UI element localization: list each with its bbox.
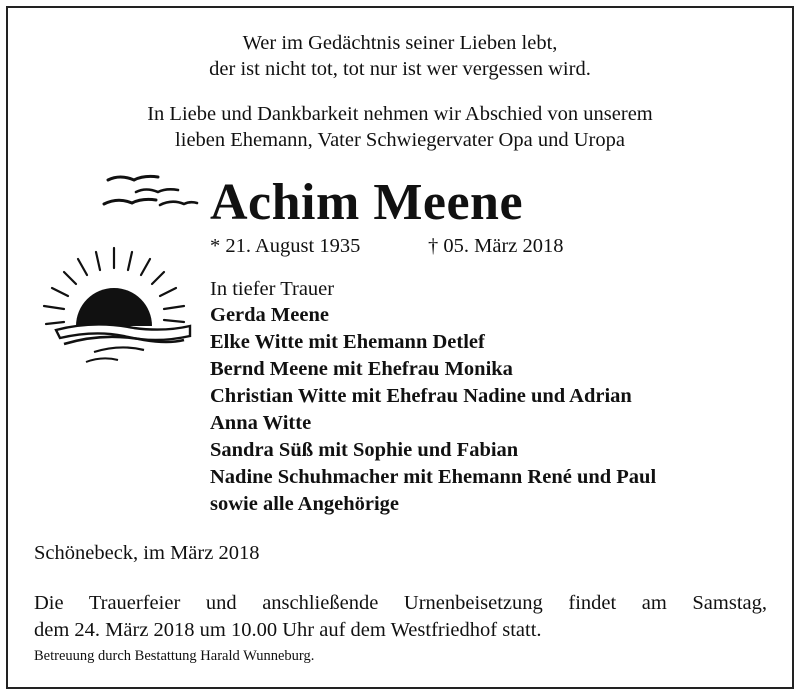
mourners-heading: In tiefer Trauer (210, 278, 335, 300)
birds-icon (100, 170, 200, 215)
sunset-icon (34, 240, 194, 370)
death-date: † 05. März 2018 (428, 235, 564, 257)
place-date: Schönebeck, im März 2018 (34, 542, 260, 564)
mourner-name: Elke Witte mit Ehemann Detlef (210, 331, 485, 353)
funeral-line-1: Die Trauerfeier und anschließende Urnenbeisetzung findet am Samstag, (34, 592, 767, 614)
mourner-name: sowie alle Angehörige (210, 493, 400, 515)
mourner-name: Bernd Meene mit Ehefrau Monika (210, 358, 513, 380)
mourner-name: Gerda Meene (210, 304, 329, 326)
mourner-name: Christian Witte mit Ehefrau Nadine und Adrian (210, 385, 632, 407)
intro-line-1: In Liebe und Dankbarkeit nehmen wir Abschied von unserem (147, 103, 653, 125)
deceased-name: Achim Meene (210, 174, 524, 231)
poem-line-1: Wer im Gedächtnis seiner Lieben lebt, (242, 32, 558, 54)
funeral-line-2: dem 24. März 2018 um 10.00 Uhr auf dem Westfriedhof statt. (34, 619, 542, 641)
mourner-name: Sandra Süß mit Sophie und Fabian (210, 439, 519, 461)
mourner-name: Nadine Schuhmacher mit Ehemann René und Paul (210, 466, 657, 488)
intro-line-2: lieben Ehemann, Vater Schwiegervater Opa und Uropa (175, 129, 625, 151)
poem-line-2: der ist nicht tot, tot nur ist wer vergessen wird. (209, 58, 591, 80)
mourner-name: Anna Witte (210, 412, 312, 434)
birth-date: * 21. August 1935 (210, 235, 361, 257)
undertaker-note: Betreuung durch Bestattung Harald Wunneburg. (34, 648, 315, 664)
